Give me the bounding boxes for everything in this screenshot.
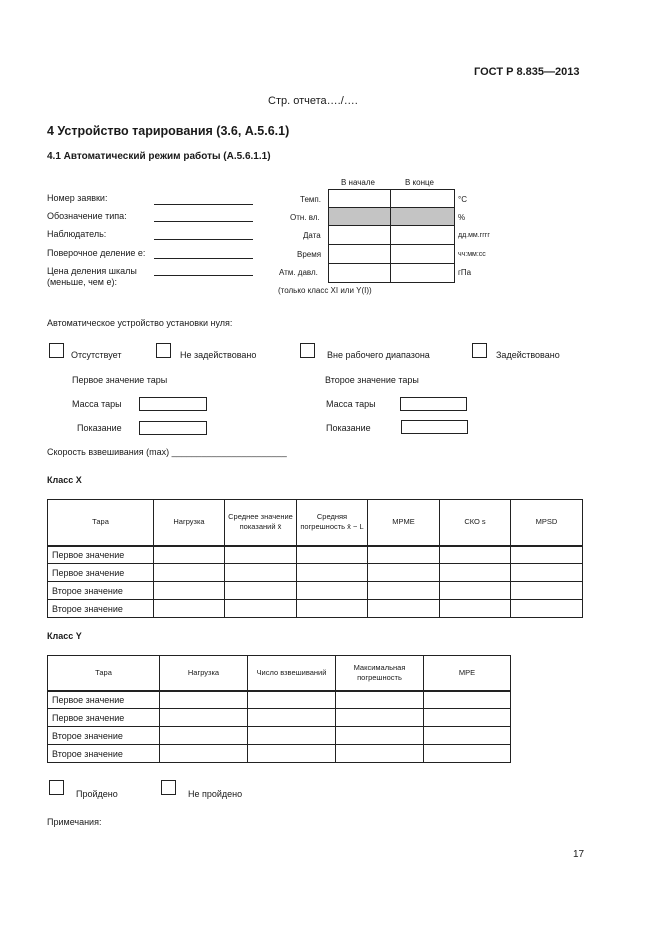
scale-division-label: Цена деления шкалы: [47, 266, 137, 276]
env-label-date: Дата: [303, 231, 321, 240]
class-y-header: Число взвешиваний: [248, 656, 336, 691]
checkbox-absent[interactable]: [49, 343, 64, 358]
row-label: Первое значение: [48, 709, 160, 727]
row-label: Второе значение: [48, 727, 160, 745]
table-cell[interactable]: [368, 582, 440, 600]
env-col-end: В конце: [405, 178, 434, 187]
env-label-time: Время: [297, 250, 322, 259]
checkbox-not-engaged[interactable]: [156, 343, 171, 358]
class-x-header: Тара: [48, 500, 154, 546]
scale-division-field[interactable]: [154, 275, 253, 276]
table-row: [48, 745, 511, 763]
table-row: [48, 546, 583, 564]
observer-label: Наблюдатель:: [47, 229, 107, 239]
env-unit-date: дд.мм.гггг: [458, 232, 490, 239]
class-x-title: Класс X: [47, 475, 82, 485]
env-cell[interactable]: [329, 264, 391, 283]
table-cell[interactable]: [248, 745, 336, 763]
table-cell[interactable]: [154, 564, 225, 582]
table-cell[interactable]: [160, 691, 248, 709]
table-cell[interactable]: [440, 582, 511, 600]
observer-field[interactable]: [154, 239, 253, 240]
first-tare-indication-input[interactable]: [139, 421, 207, 435]
first-tare-indication-label: Показание: [77, 423, 122, 433]
option-absent-label: Отсутствует: [71, 350, 122, 360]
scale-division-label-2: (меньше, чем e):: [47, 277, 117, 287]
option-out-of-range-label: Вне рабочего диапазона: [327, 350, 430, 360]
row-label: Первое значение: [48, 564, 154, 582]
class-x-header: MPME: [368, 500, 440, 546]
class-y-header: Тара: [48, 656, 160, 691]
verification-division-label: Поверочное деление e:: [47, 248, 146, 258]
env-label-pressure: Атм. давл.: [279, 268, 318, 277]
table-cell[interactable]: [160, 745, 248, 763]
first-tare-title: Первое значение тары: [72, 375, 168, 385]
second-tare-indication-input[interactable]: [401, 420, 468, 434]
env-cell[interactable]: [391, 190, 455, 208]
table-cell[interactable]: [297, 564, 368, 582]
class-x-header: Нагрузка: [154, 500, 225, 546]
table-row: [48, 582, 583, 600]
report-page-number: Стр. отчета…./….: [268, 95, 358, 107]
checkbox-engaged[interactable]: [472, 343, 487, 358]
env-unit-temp: °C: [458, 195, 467, 204]
table-cell[interactable]: [297, 582, 368, 600]
table-cell[interactable]: [368, 564, 440, 582]
table-cell[interactable]: [511, 546, 583, 564]
table-cell[interactable]: [424, 727, 511, 745]
table-row: [48, 727, 511, 745]
second-tare-indication-label: Показание: [326, 423, 371, 433]
env-cell[interactable]: [329, 190, 391, 208]
table-cell[interactable]: [368, 546, 440, 564]
table-cell[interactable]: [440, 546, 511, 564]
table-cell[interactable]: [440, 564, 511, 582]
row-label: Первое значение: [48, 691, 160, 709]
section-subtitle: 4.1 Автоматический режим работы (А.5.6.1.1): [47, 151, 271, 162]
table-cell[interactable]: [440, 600, 511, 618]
table-cell[interactable]: [368, 600, 440, 618]
second-tare-mass-input[interactable]: [400, 397, 467, 411]
table-cell[interactable]: [160, 727, 248, 745]
table-cell[interactable]: [424, 709, 511, 727]
class-y-header: Максимальная погрешность: [336, 656, 424, 691]
class-y-header: Нагрузка: [160, 656, 248, 691]
table-cell[interactable]: [511, 564, 583, 582]
second-tare-title: Второе значение тары: [325, 375, 419, 385]
class-x-header: Средняя погрешность x̄ − L: [297, 500, 368, 546]
request-number-field[interactable]: [154, 204, 253, 205]
table-cell[interactable]: [160, 709, 248, 727]
env-unit-humidity: %: [458, 213, 466, 222]
table-cell[interactable]: [154, 600, 225, 618]
class-y-title: Класс Y: [47, 631, 82, 641]
env-cell-shaded: [329, 208, 391, 226]
env-unit-time: чч:мм:сс: [458, 251, 486, 258]
first-tare-mass-input[interactable]: [139, 397, 207, 411]
table-cell[interactable]: [511, 582, 583, 600]
table-cell[interactable]: [297, 600, 368, 618]
row-label: Второе значение: [48, 600, 154, 618]
passed-label: Пройдено: [76, 789, 118, 799]
request-number-label: Номер заявки:: [47, 193, 108, 203]
zero-device-label: Автоматическое устройство установки нуля:: [47, 318, 233, 328]
table-cell[interactable]: [336, 727, 424, 745]
first-tare-mass-label: Масса тары: [72, 399, 122, 409]
table-cell[interactable]: [511, 600, 583, 618]
row-label: Второе значение: [48, 745, 160, 763]
env-label-humidity: Отн. вл.: [290, 213, 320, 222]
env-label-temp: Темп.: [300, 195, 321, 204]
class-y-header: MPE: [424, 656, 511, 691]
second-tare-mass-label: Масса тары: [326, 399, 376, 409]
table-cell[interactable]: [297, 546, 368, 564]
env-note: (только класс XI или Y(I)): [278, 286, 372, 295]
table-cell[interactable]: [424, 691, 511, 709]
table-cell[interactable]: [154, 546, 225, 564]
env-cell[interactable]: [391, 226, 455, 245]
checkbox-passed[interactable]: [49, 780, 64, 795]
table-cell[interactable]: [225, 564, 297, 582]
class-x-header: MPSD: [511, 500, 583, 546]
row-label: Первое значение: [48, 546, 154, 564]
table-cell[interactable]: [225, 582, 297, 600]
table-cell[interactable]: [424, 745, 511, 763]
failed-label: Не пройдено: [188, 789, 243, 799]
row-label: Второе значение: [48, 582, 154, 600]
class-y-table: [47, 655, 511, 763]
table-cell[interactable]: [248, 709, 336, 727]
option-not-engaged-label: Не задействовано: [180, 350, 257, 360]
table-row: [48, 600, 583, 618]
table-cell[interactable]: [336, 691, 424, 709]
class-x-header: Среднее значение показаний x̄: [225, 500, 297, 546]
table-cell[interactable]: [336, 709, 424, 727]
standard-designation: ГОСТ Р 8.835—2013: [474, 66, 580, 78]
notes-label: Примечания:: [47, 817, 102, 827]
table-cell[interactable]: [248, 691, 336, 709]
env-cell[interactable]: [391, 264, 455, 283]
weighing-speed-label: Скорость взвешивания (max) _______________________: [47, 447, 287, 457]
class-x-header: СКО s: [440, 500, 511, 546]
table-cell[interactable]: [248, 727, 336, 745]
environment-table: [328, 189, 455, 283]
option-engaged-label: Задействовано: [496, 350, 560, 360]
type-designation-field[interactable]: [154, 221, 253, 222]
env-unit-pressure: гПа: [458, 268, 472, 277]
table-cell[interactable]: [225, 600, 297, 618]
env-cell[interactable]: [329, 245, 391, 264]
table-cell[interactable]: [154, 582, 225, 600]
table-cell[interactable]: [225, 546, 297, 564]
table-row: [48, 564, 583, 582]
table-row: [48, 709, 511, 727]
table-cell[interactable]: [336, 745, 424, 763]
verification-division-field[interactable]: [154, 258, 253, 259]
env-col-start: В начале: [341, 178, 375, 187]
env-cell[interactable]: [391, 245, 455, 264]
checkbox-out-of-range[interactable]: [300, 343, 315, 358]
page-number: 17: [573, 849, 585, 860]
section-title: 4 Устройство тарирования (3.6, А.5.6.1): [47, 124, 290, 138]
class-x-table: [47, 499, 583, 618]
type-designation-label: Обозначение типа:: [47, 211, 127, 221]
env-cell-shaded: [391, 208, 455, 226]
env-cell[interactable]: [329, 226, 391, 245]
checkbox-failed[interactable]: [161, 780, 176, 795]
table-row: [48, 691, 511, 709]
